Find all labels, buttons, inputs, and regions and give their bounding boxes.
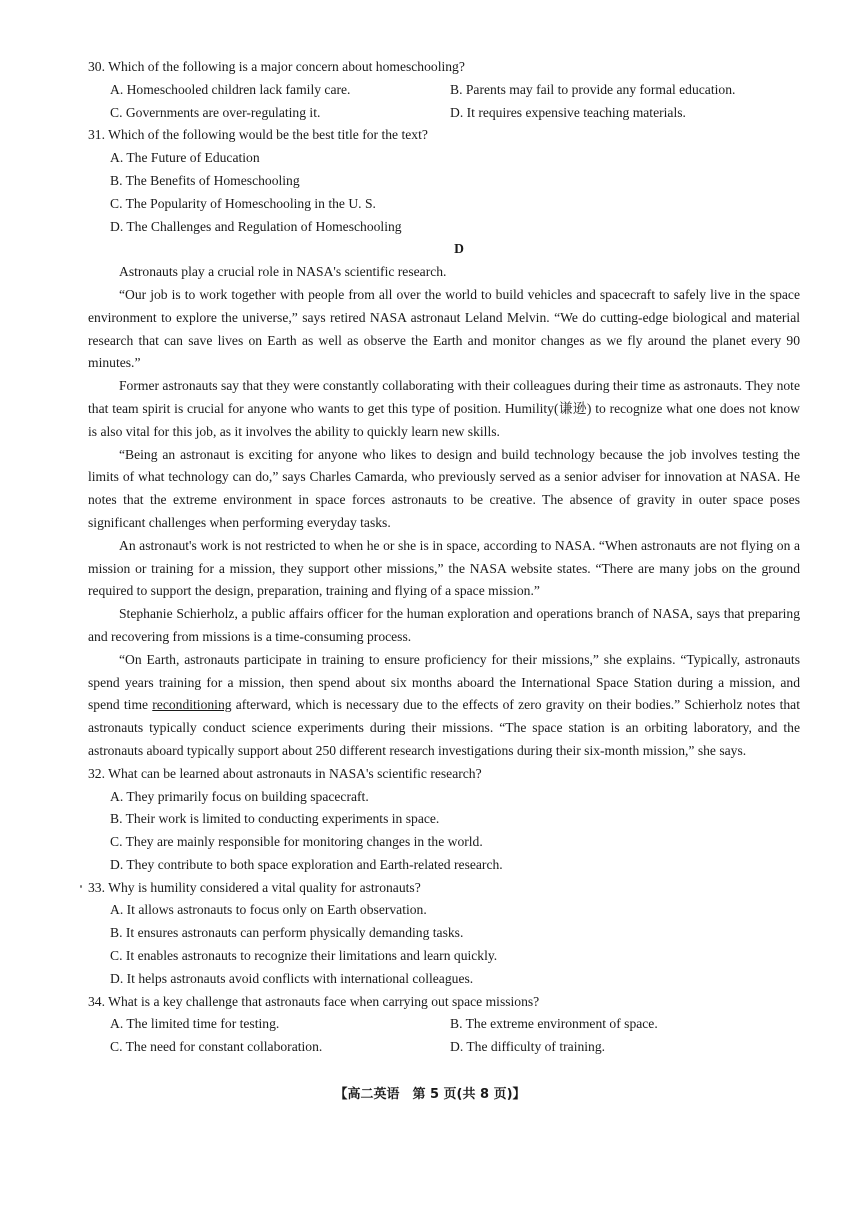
question-33-option-c: C. It enables astronauts to recognize their limitations and learn quickly. xyxy=(110,948,498,964)
question-32-option-c: C. They are mainly responsible for monitoring changes in the world. xyxy=(110,834,483,850)
question-30-options-row-2 xyxy=(88,102,800,125)
passage-paragraph-1: Astronauts play a crucial role in NASA's scientific research. xyxy=(119,264,447,280)
question-34-option-c: C. The need for constant collaboration. xyxy=(110,1039,323,1055)
question-32-option-d: D. They contribute to both space exploration and Earth-related research. xyxy=(110,856,503,872)
exam-page xyxy=(88,56,800,1059)
passage-paragraph-6: Stephanie Schierholz, a public affairs officer for the human exploration and operations branch of NASA, says that preparing and recovering from missions is a time-consuming process. xyxy=(88,606,800,644)
passage-paragraph-7-start: “On Earth, astronauts participate in training to ensure proficiency for their missions,” she explains. “Typically, astronauts spend years training for a mission, then spend about six months aboard the International Space Station during a mission, and spend time xyxy=(88,651,800,713)
question-30-option-b: B. Parents may fail to provide any formal education. xyxy=(450,81,736,97)
question-30-option-d: D. It requires expensive teaching materials. xyxy=(450,104,686,120)
question-34-options-row-1 xyxy=(88,1013,800,1036)
passage-paragraph-4: “Being an astronaut is exciting for anyone who likes to design and build technology because the job involves testing the limits of what technology can do,” says Charles Camarda, who previously served as a senior adviser for innovation at NASA. He notes that the extreme environment in space forces astronauts to be creative. The absence of gravity in outer space poses significant challenges when performing everyday tasks. xyxy=(88,446,800,530)
scan-speck xyxy=(80,885,82,888)
question-34-options-row-2 xyxy=(88,1036,800,1059)
passage-paragraph-2: “Our job is to work together with people from all over the world to build vehicles and spacecraft to safely live in the space environment to explore the universe,” says retired NASA astronaut Leland Melvin. “We do cutting-edge biological and material research that can save lives on Earth as well as observe the Earth and monitor changes as we fly around the planet every 90 minutes.” xyxy=(88,286,800,371)
passage-paragraph-5: An astronaut's work is not restricted to when he or she is in space, according to NASA. “When astronauts are not flying on a mission or training for a mission, they support other missions,” the NASA website states. “There are many jobs on the ground required to support the design, preparation, training and flying of a space mission.” xyxy=(88,537,800,599)
question-32-option-b: B. Their work is limited to conducting experiments in space. xyxy=(110,811,440,827)
question-31-option-c: C. The Popularity of Homeschooling in the U. S. xyxy=(110,195,376,211)
question-31-option-a: A. The Future of Education xyxy=(110,150,260,166)
question-33-stem: 33. Why is humility considered a vital quality for astronauts? xyxy=(88,879,421,895)
underlined-word-reconditioning: reconditioning xyxy=(152,697,232,713)
question-34-option-a: A. The limited time for testing. xyxy=(110,1016,280,1032)
question-30-stem: 30. Which of the following is a major concern about homeschooling? xyxy=(88,59,465,74)
question-30-option-a: A. Homeschooled children lack family care. xyxy=(110,81,351,97)
passage-paragraph-7-end: afterward, which is necessary due to the effects of zero gravity on their bodies.” Schierholz notes that astronauts typically conduct science experiments during their missions. “The space station is an orbiting laboratory, and the astronauts aboard typically support about 250 different research investigations during their six-month mission,” she says. xyxy=(88,697,800,758)
question-33-option-d: D. It helps astronauts avoid conflicts with international colleagues. xyxy=(110,970,474,986)
question-31-stem: 31. Which of the following would be the best title for the text? xyxy=(88,127,428,143)
question-31-option-d: D. The Challenges and Regulation of Homeschooling xyxy=(110,218,402,234)
passage-paragraph-7 xyxy=(88,649,800,763)
question-34-stem: 34. What is a key challenge that astronauts face when carrying out space missions? xyxy=(88,993,540,1009)
page-footer: 【高二英语 第 5 页(共 8 页)】 xyxy=(334,1087,526,1102)
passage-paragraph-3: Former astronauts say that they were constantly collaborating with their colleagues during their time as astronauts. They note that team spirit is crucial for anyone who wants to get this type of position. Humility(谦逊) to recognize what one does not know is also vital for this job, as it involves the ability to quickly learn new skills. xyxy=(88,378,800,439)
question-34-option-b: B. The extreme environment of space. xyxy=(450,1016,658,1032)
question-32-stem: 32. What can be learned about astronauts in NASA's scientific research? xyxy=(88,765,482,781)
question-32-option-a: A. They primarily focus on building spacecraft. xyxy=(110,788,369,804)
question-33-option-a: A. It allows astronauts to focus only on Earth observation. xyxy=(110,902,427,918)
question-30-option-c: C. Governments are over-regulating it. xyxy=(110,104,321,120)
section-letter: D xyxy=(454,241,464,257)
question-30-options-row-1 xyxy=(88,79,800,102)
question-34-option-d: D. The difficulty of training. xyxy=(450,1039,606,1055)
question-33-option-b: B. It ensures astronauts can perform physically demanding tasks. xyxy=(110,925,464,941)
question-31-option-b: B. The Benefits of Homeschooling xyxy=(110,172,300,188)
